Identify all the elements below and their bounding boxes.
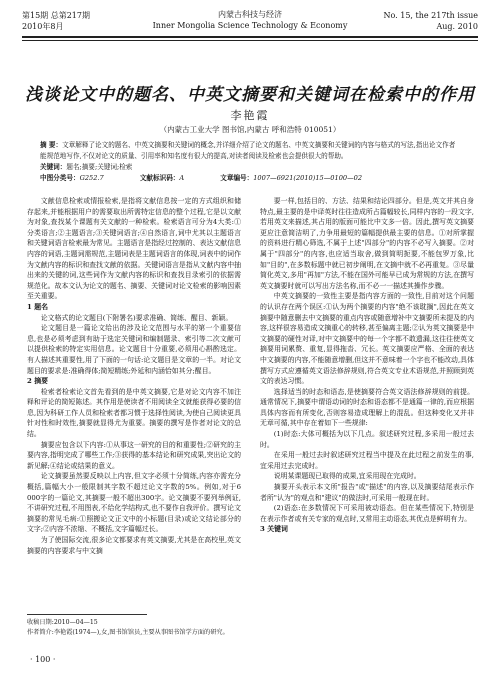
author-bio: 作者简介:李艳霞(1974—),女,图书馆馆员,主要从事图书馆学方面的研究。: [27, 629, 229, 636]
article-id: [220, 174, 362, 182]
paragraph: 论文题目是一篇论文给出的涉及论文范围与水平的第一个重要信息,也是必须考虑到有助于选定关键词和编制题录、索引等二次文献可以提供检索的特定实用信息。论文题目十分重要,必须用心斟酌选定。有人描述其重要性,用了下面的一句话:论文题目是文章的一半。对论文题目的要求是:准确得体;简短精练;外延和内涵恰如其分;醒目。: [27, 324, 241, 375]
journal-name-en: Inner Mongolia Science Technology & Economy: [152, 21, 348, 30]
abstract-text: 文章解释了论文的题名、中英文摘要和关键词的概念,并详细介绍了论文的题名、中英文摘要和关键词的内容与格式的写法,指出论文作者能规范地写作,不仅对论文的质量、引用率和知名度有很大的提高,对读者阅读及检索也会提供很大的帮助。: [40, 141, 456, 160]
article-id-value: 1007—6921(2010)15—0100—02: [253, 174, 363, 182]
paragraph: 论文格式的论文题目(下附署名)要求准确、简练、醒目、新颖。: [40, 313, 233, 322]
paragraph: 摘要开头表示本文所"报告"或"描述"的内容,以及摘要结尾表示作者所"认为"的观点和"建议"的做法时,可采用一般现在时。: [260, 483, 474, 502]
keywords-text: 题名;摘要;关键词;检索: [66, 163, 133, 171]
section-heading: 3 关键词: [260, 525, 288, 534]
doc-code: [140, 174, 184, 182]
paragraph: 选择适当的时态和语态,是使摘要符合英文语法修辞规则的前提。通常情况下,摘要中谓语动词的时态和语态都不是通篇一律的,而应根据具体内容而有所变化,否则容易造成理解上的混乱。但这种变化又并非无章可循,其中存在着如下一些规律:: [260, 387, 474, 428]
received-date: 收稿日期:2010—04—15: [27, 619, 98, 626]
doc-code-label: 文献标识码：: [139, 174, 180, 182]
paragraph: (1)时态:大体可概括为以下几点。叙述研究过程,多采用一般过去时。: [260, 430, 474, 449]
body-column-left: [27, 196, 241, 556]
footnote: [27, 618, 467, 638]
paragraph: 检索者检索论文首先看到的是中英文摘要,它是对论文内容不加注释和评论的简短陈述。其作用是使读者不用阅读全文就能获得必要的信息,因为科研工作人员和检索者都习惯于选择性阅读,为使自己阅读更具针对性和时效性,摘要就显得尤为重要。摘要的撰写是作者对论文的总结。: [27, 387, 241, 439]
classification-line: [40, 173, 460, 184]
issue-number-cn: 第15期 总第217期: [22, 11, 90, 20]
paragraph: 在采用一般过去时叙述研究过程当中提及在此过程之前发生的事,宜采用过去完成时。: [260, 451, 474, 470]
paragraph: 说明某课题现已取得的成果,宜采用现在完成时。: [273, 472, 421, 481]
footnote-rule: [27, 614, 147, 615]
header-issue-en: [383, 10, 478, 32]
doc-code-value: A: [179, 174, 185, 182]
paragraph: 为了使国际交流,很多论文都要求有英文摘要,尤其是在高校里,英文摘要的内容要求与中文摘: [27, 536, 241, 555]
running-header: [22, 6, 478, 48]
article-id-label: 文章编号：: [220, 174, 254, 182]
header-rule-thick: [22, 36, 478, 38]
paragraph: 文献信息检索或情报检索,是指将文献信息按一定的方式组织和储存起来,并能根据用户的需要取出所需特定信息的整个过程,它是以文献为对象,查找某个课题有关文献的一种检索。检索语言可分为4大类:①分类语言;②主题语言;③关键词语言;④自然语言,词中尤其以主题语言和关键词语言检索最为常见。主题语言是指经过控制的、表达文献信息内容的词语,主题词需规范,主题词表是主题词语言的体现,词表中的词作为文献内容的标识和查找文献的依据。关键词语言是指从文献内容中抽出来的关键的词,这些词作为文献内容的标识和查找目录索引的依据需规范化。故本文认为论文的题名、摘要、关键词对论文检索的影响因素至关重要。: [27, 197, 241, 301]
header-rule-thin: [22, 40, 478, 41]
issue-date-en: Aug. 2010: [436, 22, 478, 31]
issue-date-cn: 2010年8月: [22, 22, 64, 31]
paragraph: 中英文摘要的一致性主要是指内容方面的一致性,目前对这个问题的认识存在两个误区:①认为两个摘要的内容"绝不该耽搁",因此在英文摘要中随意删去中文摘要的重点内容或随意增补中文摘要所未提及的内容,这样很容易造成文摘重心的转移,甚至偏离主题;②认为英文摘要是中文摘要的硬性对译,对中文摘要中的每一个字都不敢遗漏,这往往使英文摘要用词累赘、重复,显得拖沓、冗长。英文摘要应严格、全面的表达中文摘要的内容,不能随意增删,但这并不意味着一个字也不能改动,具体撰写方式应遵循英文语法修辞规则,符合英文专业术语规范,并照顾到英文的表达习惯。: [260, 292, 474, 386]
keywords-label: 关键词：: [40, 163, 67, 171]
article-title: 浅谈论文中的题名、中英文摘要和关键词在检索中的作用: [25, 85, 475, 105]
paragraph: 要一样,包括目的、方法、结果和结论四部分。但是,英文并其自身特点,最主要的是中译英时往往造成所占篇幅较长,同样内容的一段文字,若用英文来描述,其占用的版面可能比中文多一倍。因此,撰写英文摘要更应注意简洁明了,力争用最短的篇幅提供最主要的信息。①对所掌握的资料进行精心筛选,不属于上述"四部分"的内容不必写入摘要。②对属于"四部分"的内容,也应适当取舍,做到简明扼要,不能包罗万象,比如"目的",在多数标题中就已初步阐明,在文摘中就不必再重复。③尽量简化英文,多用"再加"方法,不能在国外可能早已成为常规的方法,在撰写英文摘要时就可以写出方法名称,而不必一一描述其操作步骤。: [260, 197, 474, 290]
paragraph: 摘要应包含以下内容:①从事这一研究的目的和重要性;②研究的主要内容,指明完成了哪些工作;③获得的基本结论和研究成果,突出论文的新见解;④结论或结果的意义。: [27, 440, 241, 470]
journal-name-cn: 内蒙古科技与经济: [218, 10, 282, 19]
body-column-right: [260, 196, 474, 535]
article-author: 李艳霞: [230, 109, 270, 122]
abstract-block: [40, 140, 460, 184]
keywords: [40, 162, 460, 173]
abstract-label: 摘 要：: [40, 141, 63, 149]
author-affiliation: （内蒙古工业大学 图书馆,内蒙古 呼和浩特 010051）: [159, 125, 341, 134]
section-heading: 2 摘要: [27, 377, 48, 386]
paragraph: (2)语态:在多数情况下可采用被动语态。但在某些情况下,特别是在表示作者或有关专家的观点时,又常用主动语态,其优点是鲜明有力。: [260, 504, 474, 523]
abstract: [40, 140, 460, 162]
issue-number-en: No. 15, the 217th issue: [383, 11, 478, 20]
clc-label: 中图分类号：: [40, 174, 80, 182]
section-heading: 1 题名: [27, 302, 48, 311]
page-number: · 100 ·: [30, 655, 56, 664]
paragraph: 论文摘要虽然要反映以上内容,但文字必须十分简练,内容亦需充分概括,篇幅大小一般限制其字数不超过论文字数的5%。例如,对于6 000字的一篇论文,其摘要一般不超出300字。论文摘要不要列举例证,不讲研究过程,不用图表,不给化学结构式,也不要作自我评价。撰写论文摘要的常见毛病:①照搬论文正文中的小标题(目录)或论文结论部分的文字;②内容不浓缩、不概括,文字篇幅过长。: [27, 472, 241, 534]
clc: [40, 174, 104, 182]
clc-value: G252.7: [79, 174, 104, 182]
